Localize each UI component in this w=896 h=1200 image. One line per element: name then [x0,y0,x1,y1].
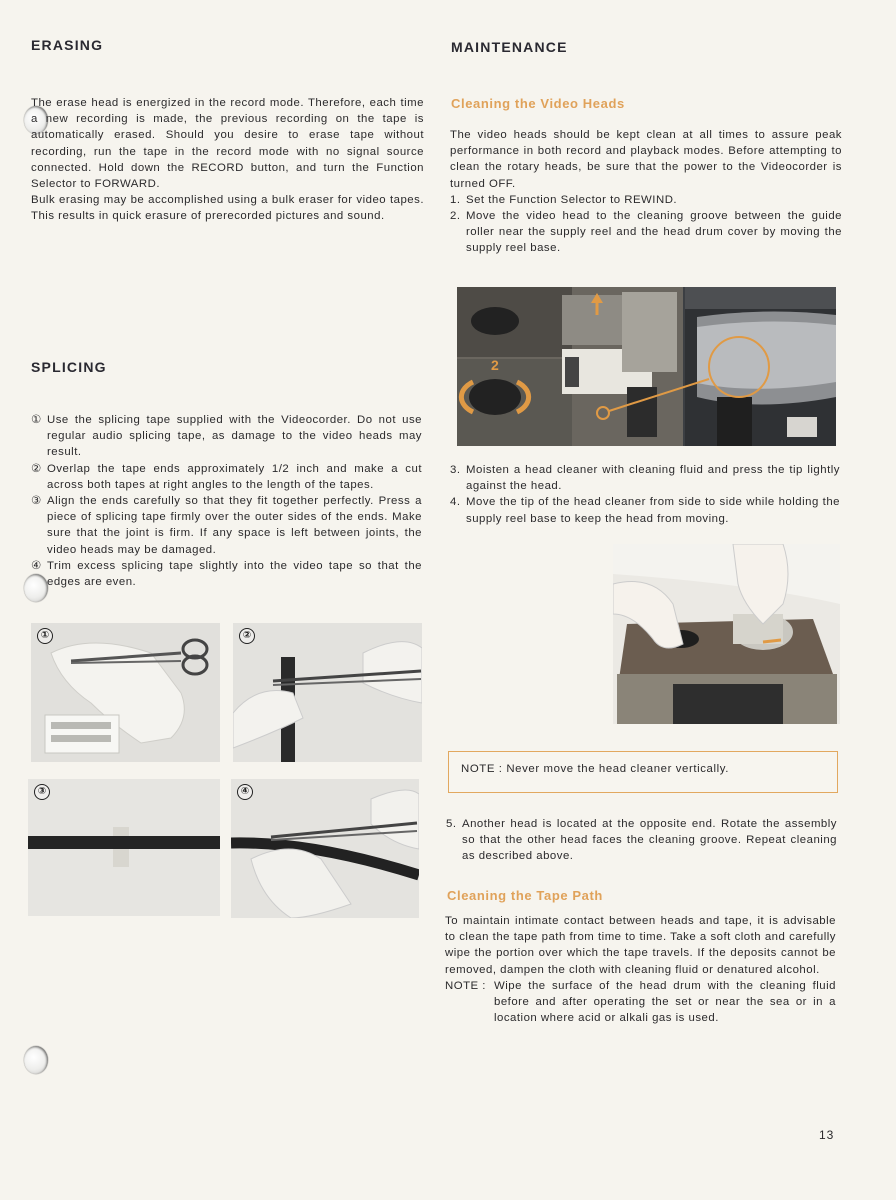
photo-label-1: ① [37,628,53,644]
splicing-step-3: ③ Align the ends carefully so that they fit together perfectly. Press a piece of splicing tape firmly over the outer sides of the ends. Make sure that the joint is firm. If any space is left between joints, the video heads may be damaged. [31,495,422,556]
tape-path-text: To maintain intimate contact between heads and tape, it is advisable to clean the tape path from time to time. Take a soft cloth and carefully wipe the portion over which the tape travels. If the deposits cannot be removed, dampen the cloth with cleaning fluid or denatured alcohol. [445,915,836,976]
tape-path-note [445,978,836,1027]
splicing-photo-2 [233,623,422,762]
splicing-step-4: ④ Trim excess splicing tape slightly into the video tape so that the edges are even. [31,559,422,589]
splicing-photo-3 [28,779,220,916]
tape-path-subheading: Cleaning the Tape Path [447,888,603,903]
binder-hole-bottom [24,1046,48,1074]
tape-path-note-text: Wipe the surface of the head drum with the cleaning fluid before and after operating the set or near the sea or in a location where acid or alkali gas is used. [494,979,836,1025]
photo-step-label: 2 [491,357,499,373]
cleaning-hands-illustration [613,544,840,724]
head-cleaning-photo-wide [457,287,836,446]
note-box [448,751,838,793]
photo-label-2: ② [239,628,255,644]
head-cleaner-photo [613,544,840,724]
photo-label-3: ③ [34,784,50,800]
video-heads-subheading: Cleaning the Video Heads [451,96,625,111]
tape-path-body [445,913,836,1026]
erasing-paragraph-2: Bulk erasing may be accomplished using a bulk eraser for video tapes. This results in quick erasure of prerecorded pictures and sound. [31,194,424,223]
splicing-step-2: ② Overlap the tape ends approximately 1/2 inch and make a cut across both tapes at right angles to the length of the tapes. [31,462,422,491]
trimming-tape-illustration [231,779,419,918]
video-heads-step-2: 2. Move the video head to the cleaning groove between the guide roller near the supply reel and the head drum cover by moving the supply reel base. [450,210,842,255]
video-heads-step-5: 5. Another head is located at the opposite end. Rotate the assembly so that the other head faces the cleaning groove. Repeat cleaning as described above. [446,818,837,863]
video-heads-step-3: 3. Moisten a head cleaner with cleaning fluid and press the tip lightly against the head. [450,464,840,493]
erasing-heading: ERASING [31,37,104,53]
aligned-tape-illustration [28,779,220,916]
video-heads-body [450,127,842,257]
video-heads-step-4: 4. Move the tip of the head cleaner from side to side while holding the supply reel base to keep the head from moving. [450,496,840,525]
splicing-heading: SPLICING [31,359,107,375]
splicing-steps [31,412,422,590]
page-number: 13 [819,1128,835,1142]
scissors-and-glove-illustration [31,623,220,762]
erasing-paragraph-1: The erase head is energized in the record mode. Therefore, each time a new recording is made, the previous recording on the tape is automatically erased. Should you desire to erase tape without recording, run the tape in the record mode with no signal source connected. Hold down the RECORD button, and turn the Function Selector to FORWARD. [31,97,424,191]
video-heads-step-1: 1. Set the Function Selector to REWIND. [450,193,678,206]
maintenance-heading: MAINTENANCE [451,39,568,55]
note-text: NOTE : Never move the head cleaner vertically. [461,763,729,775]
videocorder-head-closeup-illustration [457,287,836,446]
splicing-photo-4 [231,779,419,918]
video-heads-intro: The video heads should be kept clean at all times to assure peak performance in both record and playback modes. Before attempting to clean the rotary heads, be sure that the power to the Videocorder is turned OFF. [450,129,842,190]
video-heads-step-5-block [446,816,837,865]
tape-path-note-label: NOTE : [445,979,486,992]
splicing-step-1: ① Use the splicing tape supplied with the Videocorder. Do not use regular audio splicing tape, as damage to the video heads may result. [31,414,422,459]
video-heads-steps-3-4 [450,462,840,527]
cutting-tape-illustration [233,623,422,762]
photo-label-4: ④ [237,784,253,800]
erasing-body [31,95,424,225]
splicing-photo-1 [31,623,220,762]
